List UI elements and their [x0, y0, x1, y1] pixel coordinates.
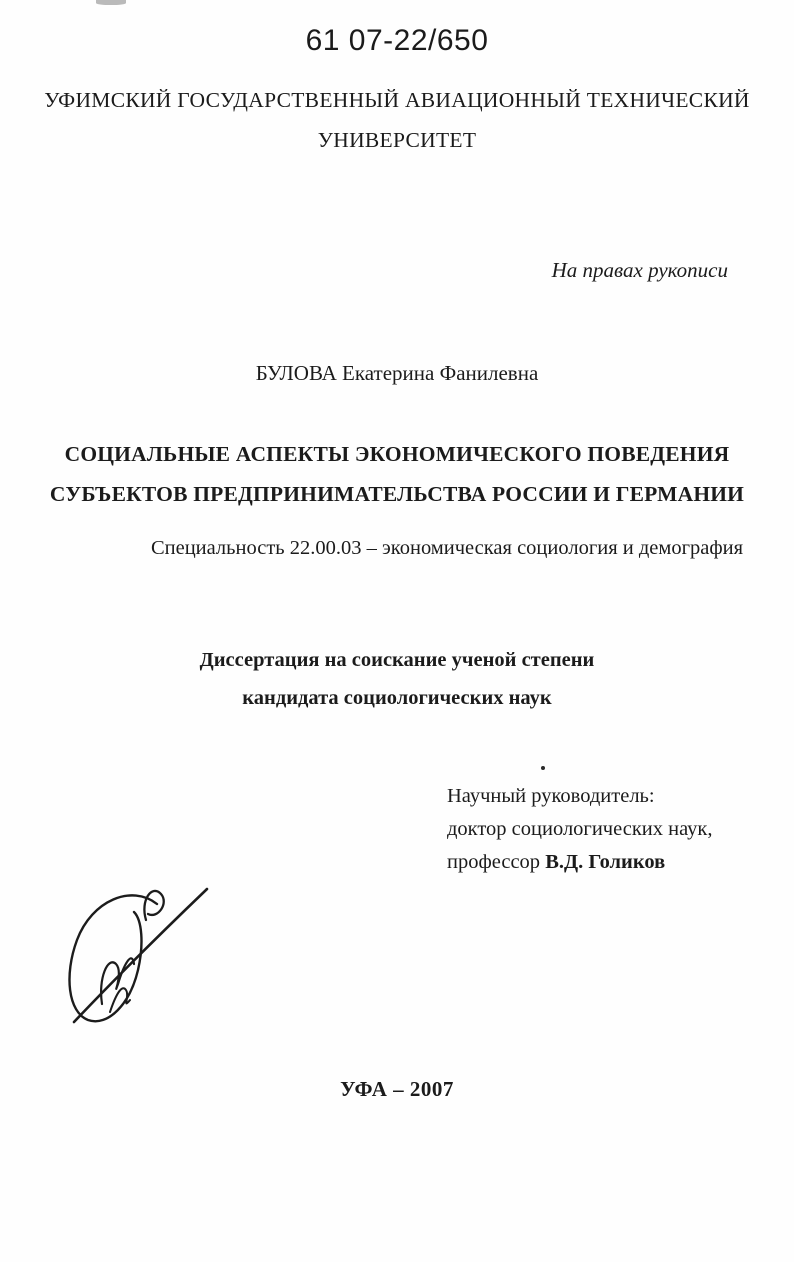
university-name-line1: УФИМСКИЙ ГОСУДАРСТВЕННЫЙ АВИАЦИОННЫЙ ТЕХНИЧЕСКИЙ	[44, 88, 750, 112]
scan-artifact	[96, 0, 126, 5]
supervisor-block	[447, 780, 713, 879]
supervisor-name: В.Д. Голиков	[545, 851, 666, 873]
degree-statement	[0, 641, 794, 717]
supervisor-degree: доктор социологических наук,	[447, 818, 713, 840]
university-name	[0, 80, 794, 160]
degree-statement-line1: Диссертация на соискание ученой степени	[199, 649, 595, 671]
dissertation-title	[0, 434, 794, 514]
handwritten-signature-image	[60, 872, 212, 1034]
dissertation-title-line2: СУБЪЕКТОВ ПРЕДПРИНИМАТЕЛЬСТВА РОССИИ И ГЕРМАНИИ	[49, 482, 745, 506]
dissertation-title-line1: СОЦИАЛЬНЫЕ АСПЕКТЫ ЭКОНОМИЧЕСКОГО ПОВЕДЕНИЯ	[64, 442, 730, 466]
university-name-line2: УНИВЕРСИТЕТ	[317, 128, 477, 152]
supervisor-title-prefix: профессор	[447, 851, 546, 873]
manuscript-rights-note: На правах рукописи	[551, 258, 728, 282]
scan-dot-artifact	[541, 766, 545, 770]
city-year: УФА – 2007	[340, 1077, 454, 1101]
author-name: БУЛОВА Екатерина Фанилевна	[255, 361, 539, 385]
supervisor-label: Научный руководитель:	[447, 785, 655, 807]
degree-statement-line2: кандидата социологических наук	[242, 687, 552, 709]
specialty-line: Специальность 22.00.03 – экономическая социология и демография	[150, 537, 744, 559]
catalog-number: 61 07-22/650	[305, 24, 489, 57]
supervisor-title-and-name	[447, 846, 713, 879]
